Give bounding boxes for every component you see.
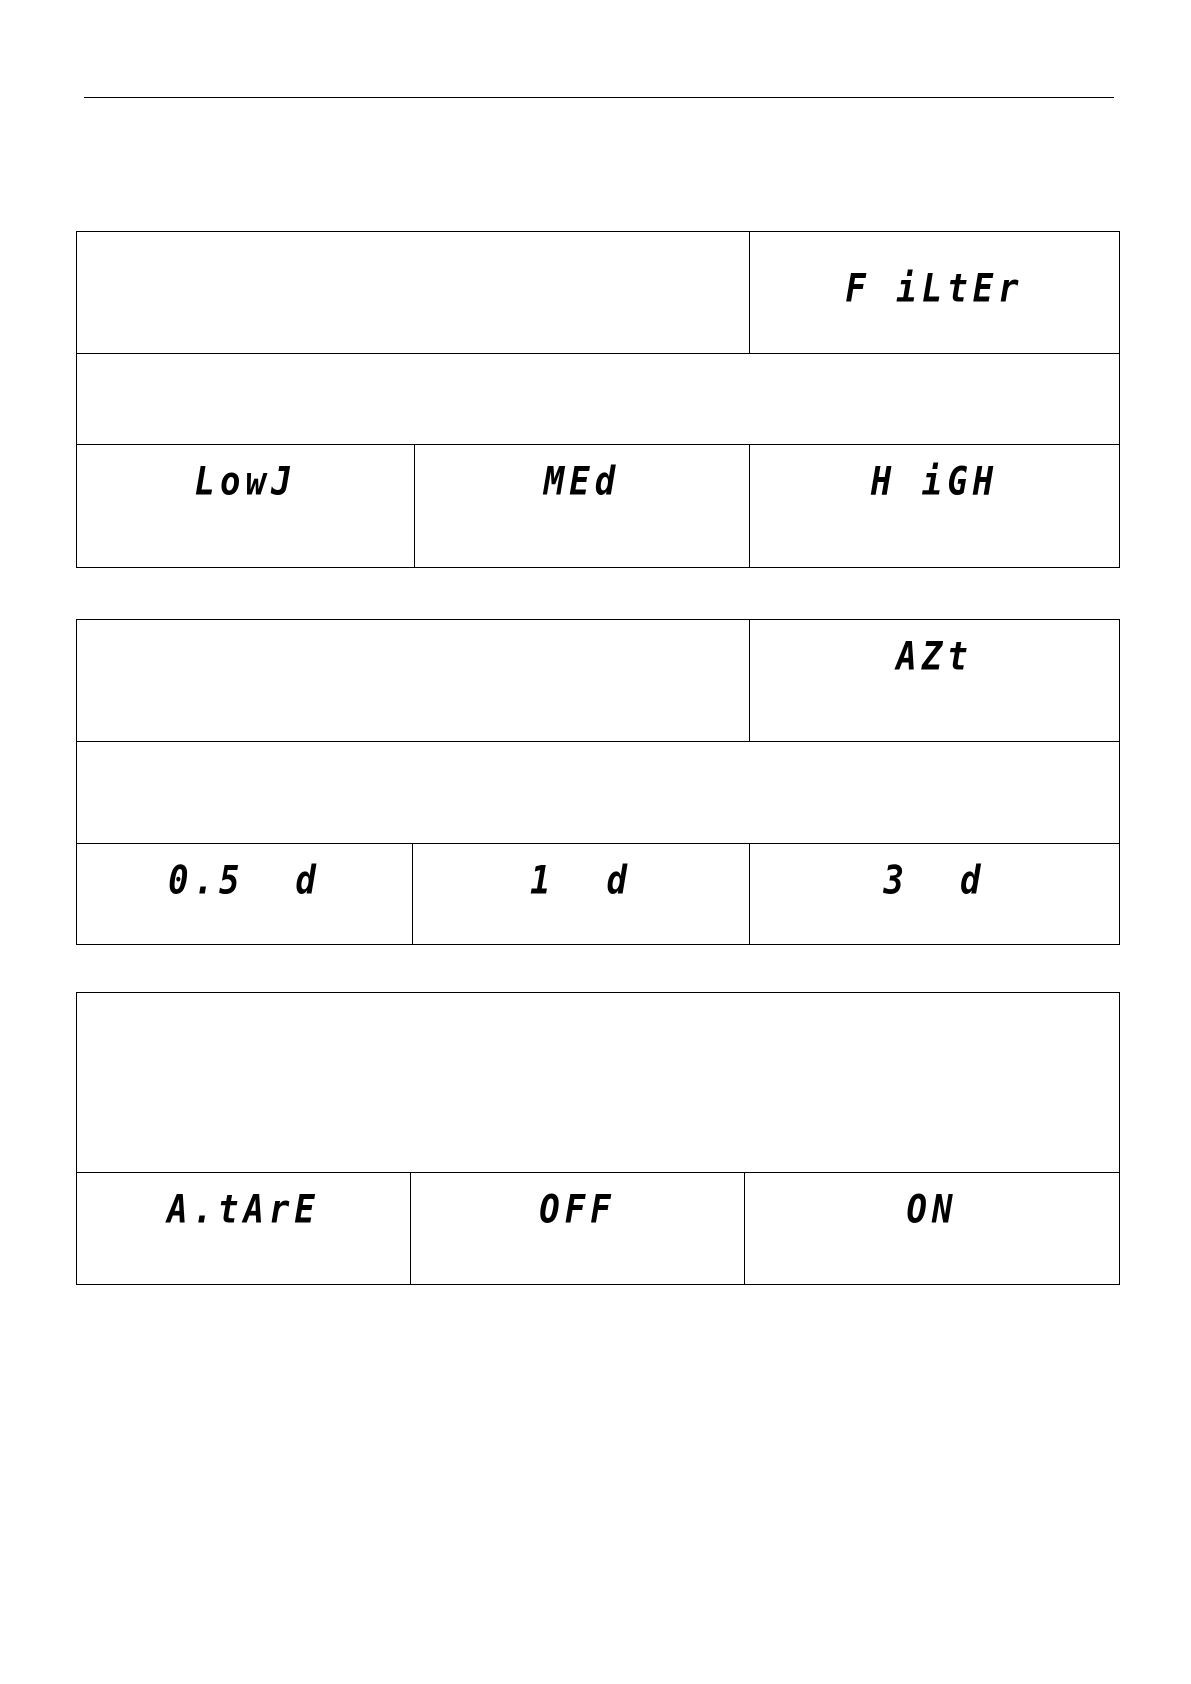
- filter-title-cell: [750, 232, 1120, 354]
- azt-option-1d: 1 d: [413, 844, 750, 945]
- filter-option-med: MEd: [415, 445, 750, 568]
- azt-description-cell: [77, 620, 750, 742]
- filter-option-high: H iGH: [750, 445, 1120, 568]
- atare-option-on: ON: [745, 1173, 1120, 1285]
- azt-option-half-d: 0.5 d: [77, 844, 413, 945]
- filter-setting-table: [76, 231, 1120, 568]
- atare-option-off: OFF: [411, 1173, 745, 1285]
- azt-setting-table: [76, 619, 1120, 945]
- filter-note-cell: [77, 354, 1120, 445]
- filter-display-text: F iLtEr: [845, 266, 1024, 312]
- azt-display-text: AZt: [896, 634, 973, 680]
- filter-option-low: LowJ: [77, 445, 415, 568]
- azt-option-3d: 3 d: [750, 844, 1120, 945]
- azt-note-cell: [77, 742, 1120, 844]
- azt-title-cell: [750, 620, 1120, 742]
- atare-setting-table: [76, 992, 1120, 1285]
- atare-description-cell: [77, 993, 1120, 1173]
- header-rule: [84, 97, 1114, 98]
- filter-description-cell: [77, 232, 750, 354]
- atare-option-label: A.tArE: [77, 1173, 411, 1285]
